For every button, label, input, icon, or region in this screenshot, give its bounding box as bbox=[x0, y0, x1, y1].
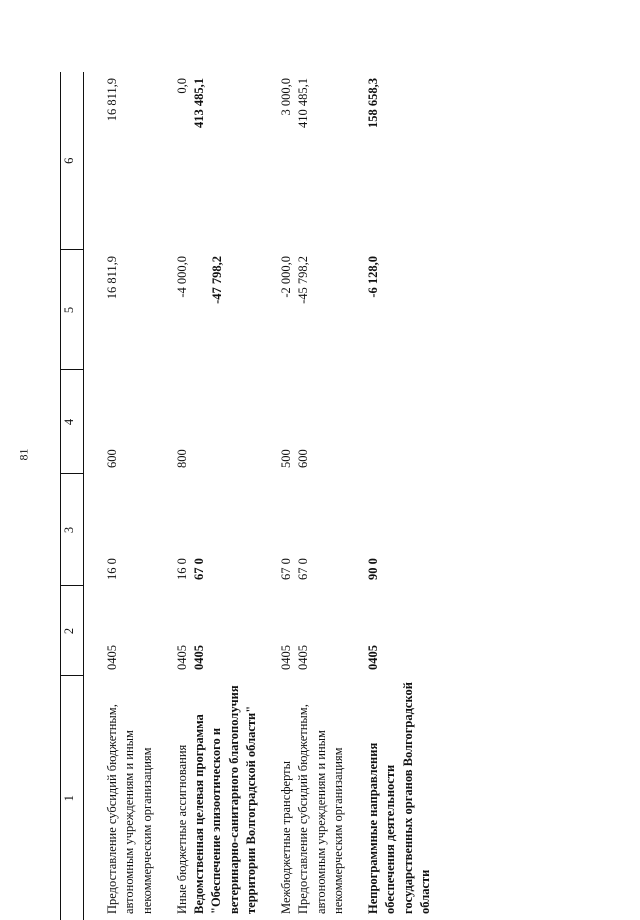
row-expense-type bbox=[191, 370, 260, 474]
row-total: 16 811,9 bbox=[105, 78, 119, 122]
header-col-1: 1 bbox=[61, 676, 84, 920]
row-program-code: 90 0 bbox=[366, 558, 380, 580]
row-expense-type: 800 bbox=[174, 449, 189, 468]
row-program-code: 67 0 bbox=[296, 558, 311, 580]
row-change: 16 811,9 bbox=[105, 256, 119, 300]
page-number: 81 bbox=[16, 448, 31, 461]
table-row bbox=[84, 72, 156, 920]
header-col-4: 4 bbox=[61, 370, 84, 474]
row-program-code: 16 0 bbox=[174, 558, 189, 580]
row-name: Ведомственная целевая программа "Обеспечение эпизоотического и ветеринарно-санитарного благополучия территории Волгоградской области" bbox=[192, 685, 258, 914]
row-total: 413 485,1 bbox=[192, 78, 206, 128]
row-section-code: 0405 bbox=[296, 645, 311, 670]
table-row bbox=[295, 72, 347, 920]
header-col-6: 6 bbox=[61, 72, 84, 250]
header-col-5: 5 bbox=[61, 250, 84, 370]
row-name: Предоставление субсидий бюджетным, автономным учреждениям и иным некоммерческим организациям bbox=[105, 704, 154, 914]
table-row bbox=[191, 72, 260, 920]
row-change: -4 000,0 bbox=[174, 256, 189, 298]
row-change: -45 798,2 bbox=[296, 256, 311, 304]
row-change: -6 128,0 bbox=[366, 256, 380, 298]
header-col-2: 2 bbox=[61, 586, 84, 676]
budget-table-rotated bbox=[60, 72, 610, 920]
row-program-code: 16 0 bbox=[105, 558, 119, 580]
row-expense-type bbox=[365, 370, 434, 474]
budget-table bbox=[60, 72, 434, 920]
row-program-code: 67 0 bbox=[192, 558, 206, 580]
row-section-code: 0405 bbox=[366, 645, 380, 670]
row-total: 0,0 bbox=[174, 78, 189, 94]
table-row bbox=[365, 72, 434, 920]
row-section-code: 0405 bbox=[105, 645, 119, 670]
row-name: Предоставление субсидий бюджетным, автономным учреждениям и иным некоммерческим организациям bbox=[296, 704, 345, 914]
row-total: 3 000,0 bbox=[279, 78, 293, 116]
row-expense-type: 500 bbox=[279, 449, 293, 468]
row-total: 158 658,3 bbox=[366, 78, 380, 128]
row-name: Межбюджетные трансферты bbox=[279, 760, 293, 914]
row-name: Непрограммные направления обеспечения деятельности государственных органов Волгоградской области bbox=[366, 682, 432, 914]
table-row bbox=[174, 72, 191, 920]
row-section-code: 0405 bbox=[174, 645, 189, 670]
table-row bbox=[278, 72, 295, 920]
row-name: Иные бюджетные ассигнования bbox=[174, 744, 189, 914]
row-section-code: 0405 bbox=[192, 645, 206, 670]
header-col-3: 3 bbox=[61, 474, 84, 586]
row-expense-type: 600 bbox=[105, 449, 119, 468]
row-total: 410 485,1 bbox=[296, 78, 311, 128]
row-expense-type: 600 bbox=[296, 449, 311, 468]
row-program-code: 67 0 bbox=[279, 558, 293, 580]
row-section-code: 0405 bbox=[279, 645, 293, 670]
row-change: -2 000,0 bbox=[279, 256, 293, 298]
header-row bbox=[61, 72, 84, 920]
row-change: -47 798,2 bbox=[210, 256, 224, 304]
